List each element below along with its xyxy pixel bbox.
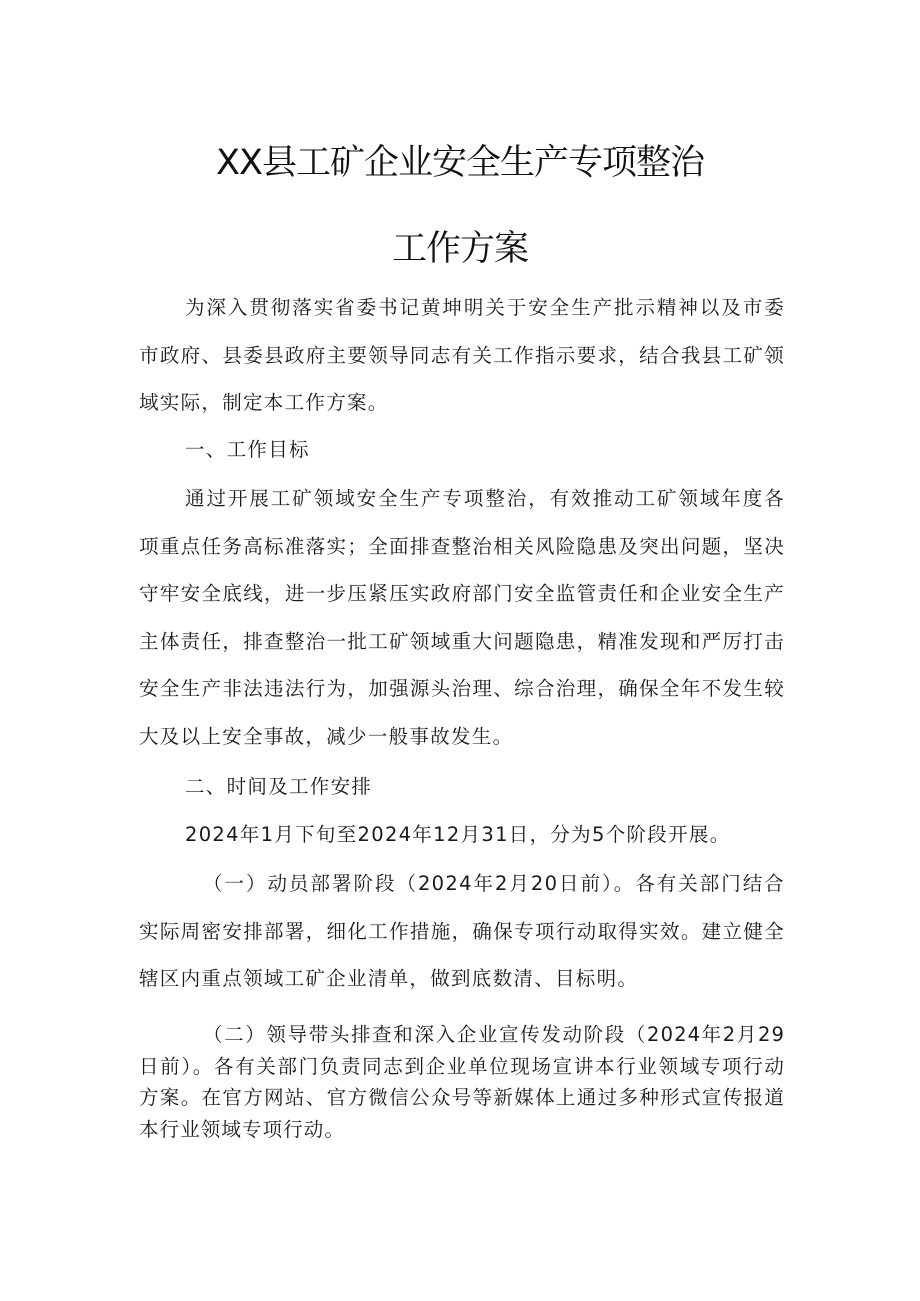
stage-1-paragraph: （一）动员部署阶段（2024年2月20日前）。各有关部门结合实际周密安排部署，细化工作措施，确保专项行动取得实效。建立健全辖区内重点领域工矿企业清单，做到底数清、目标明。 bbox=[139, 872, 785, 991]
timeframe-paragraph: 2024年1月下旬至2024年12月31日，分为5个阶段开展。 bbox=[185, 823, 731, 846]
goals-paragraph: 通过开展工矿领域安全生产专项整治，有效推动工矿领域年度各项重点任务高标准落实；全面排查整治相关风险隐患及突出问题，坚决守牢安全底线，进一步压紧压实政府部门安全监管责任和企业安全生产主体责任，排查整治一批工矿领域重大问题隐患，精准发现和严厉打击安全生产非法违法行为，加强源头治理、综合治理，确保全年不发生较大及以上安全事故，减少一般事故发生。 bbox=[139, 487, 785, 748]
section-heading-schedule: 二、时间及工作安排 bbox=[185, 775, 373, 798]
stage-2-paragraph: （二）领导带头排查和深入企业宣传发动阶段（2024年2月29日前）。各有关部门负责同志到企业单位现场宣讲本行业领域专项行动方案。在官方网站、官方微信公众号等新媒体上通过多种形式宣传报道本行业领域专项行动。 bbox=[139, 1023, 785, 1141]
intro-paragraph: 为深入贯彻落实省委书记黄坤明关于安全生产批示精神以及市委市政府、县委县政府主要领导同志有关工作指示要求，结合我县工矿领域实际，制定本工作方案。 bbox=[139, 296, 785, 415]
document-title-line-1: XX县工矿企业安全生产专项整治 bbox=[216, 143, 704, 183]
section-heading-goals: 一、工作目标 bbox=[185, 438, 310, 461]
document-title-line-2: 工作方案 bbox=[391, 229, 528, 269]
